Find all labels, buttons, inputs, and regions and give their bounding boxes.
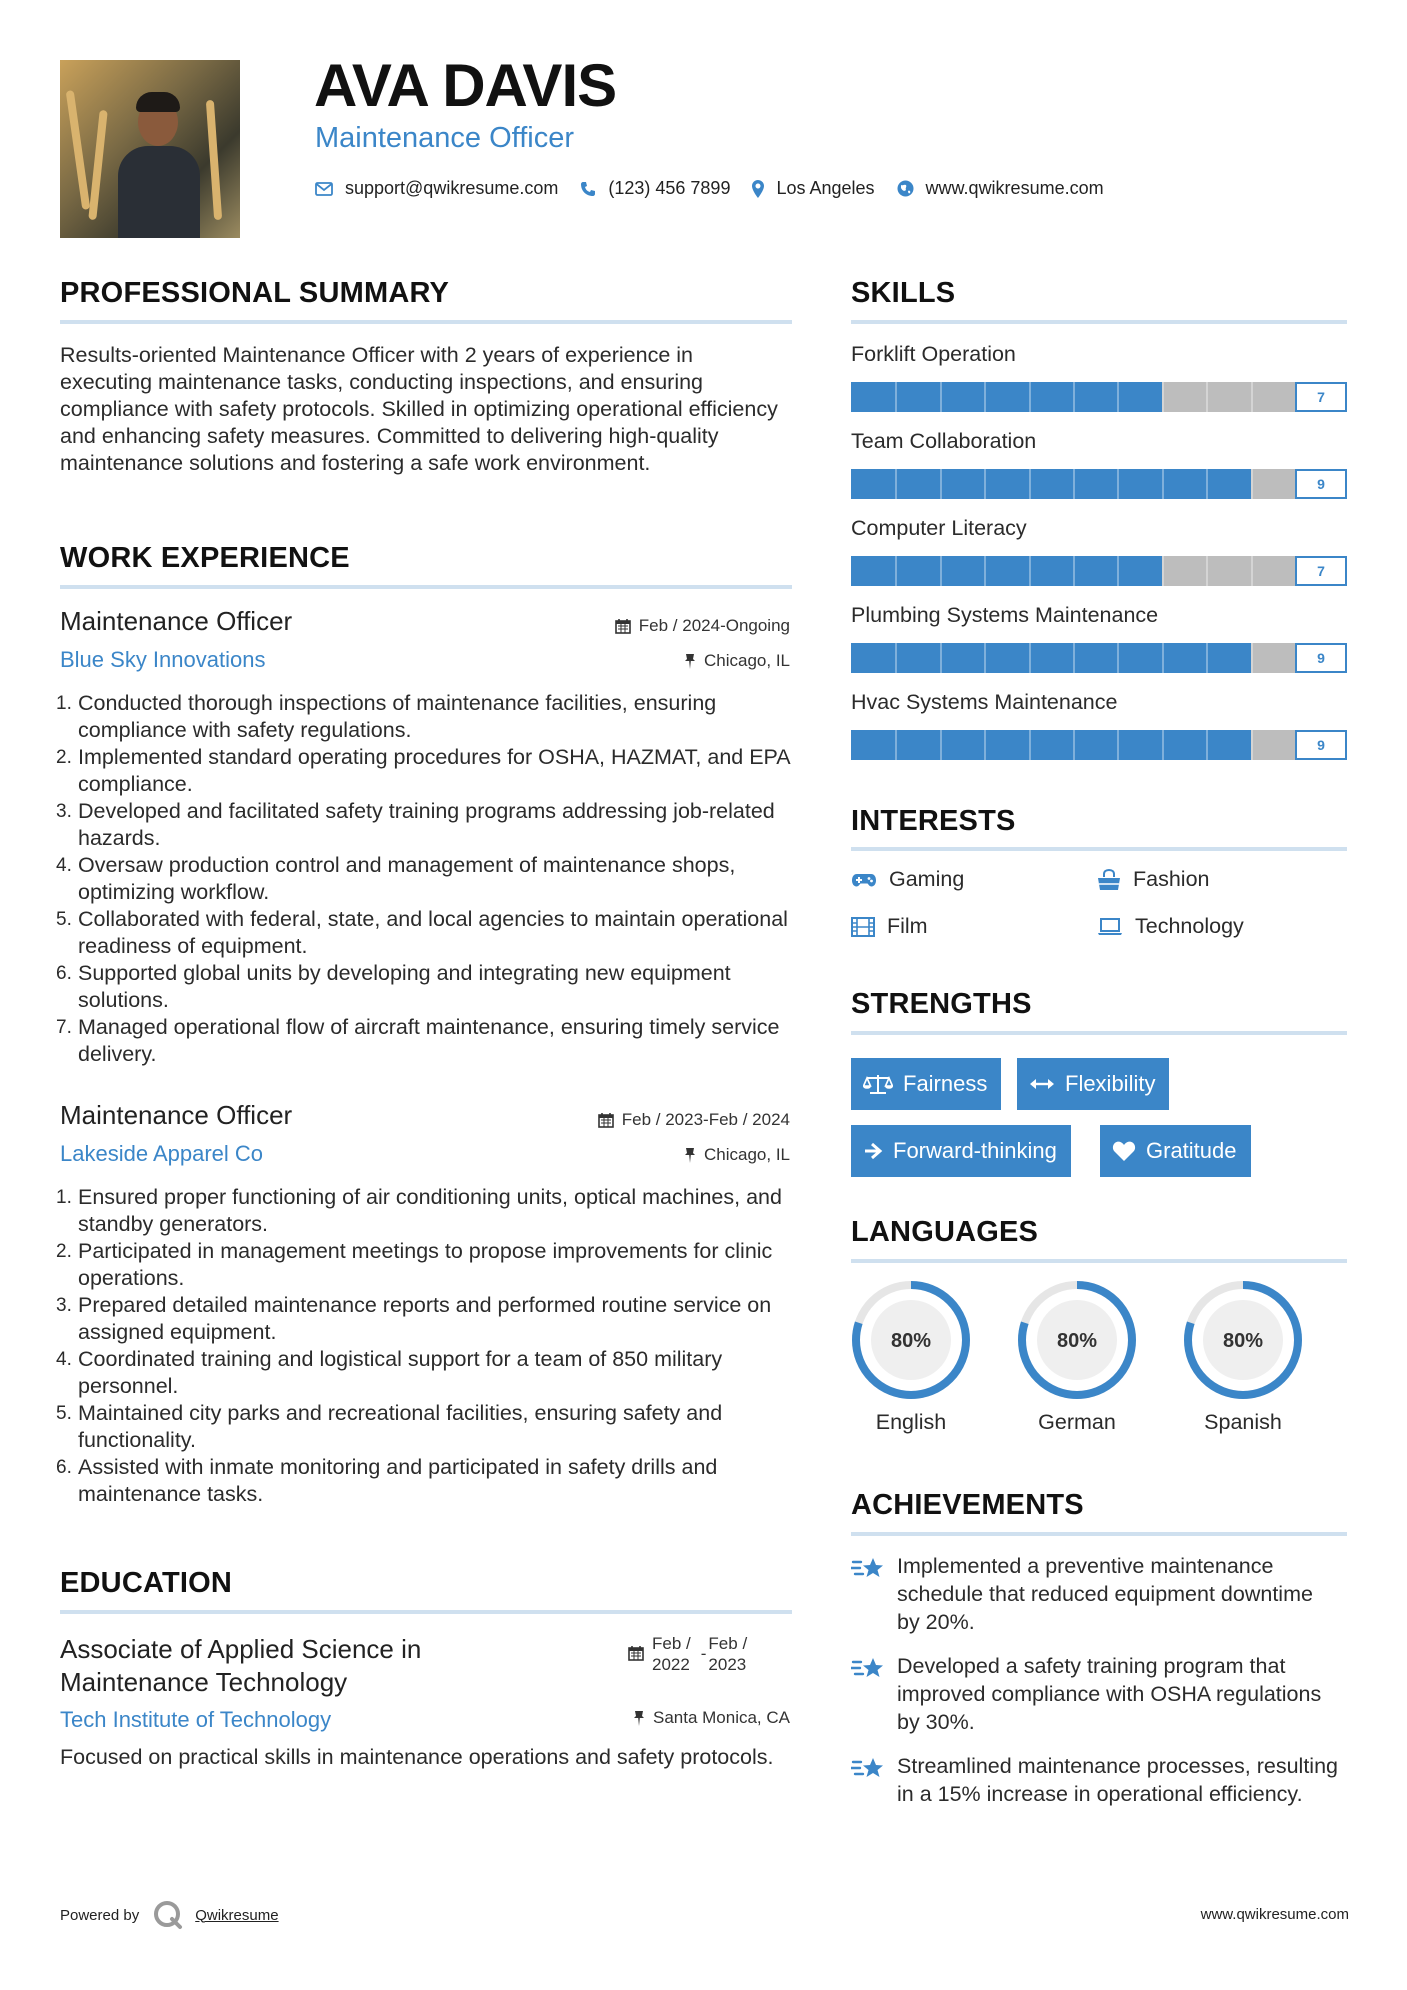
job-role: Maintenance Officer — [60, 606, 293, 636]
job-location-text: Chicago, IL — [704, 651, 790, 670]
list-item: 6. Supported global units by developing and integrating new equipment solutions. — [56, 961, 731, 1012]
globe-icon — [897, 180, 914, 197]
job-date — [598, 1110, 790, 1130]
skill-bar — [851, 730, 1347, 760]
skill-bar-segment — [1073, 556, 1075, 586]
list-item: 2. Participated in management meetings to propose improvements for clinic operations. — [56, 1239, 773, 1290]
interest-label: Technology — [1135, 914, 1244, 938]
map-marker-icon — [752, 180, 764, 198]
skill-bar-segment — [895, 556, 897, 586]
language-percent: 80% — [1222, 1330, 1264, 1352]
language-name: German — [1038, 1410, 1116, 1434]
summary-text: Results-oriented Maintenance Officer with 2 years of experience in executing maintenance tasks, conducting inspections, and ensuring compliance with safety protocols. Skilled in optimizing operational efficiency and enhancing safety measures. Committed to delivering high-quality maintenance solutions and fostering a safe work environment. — [60, 343, 778, 475]
skill-bar-segment — [940, 556, 942, 586]
skill-name: Team Collaboration — [851, 429, 1037, 453]
skill-bar-segment — [984, 556, 986, 586]
list-item: 3. Prepared detailed maintenance reports and performed routine service on assigned equipment. — [56, 1293, 772, 1344]
interest-label: Film — [887, 914, 928, 938]
contact-email[interactable]: support@qwikresume.com — [345, 178, 559, 198]
strength-label: Flexibility — [1065, 1071, 1156, 1096]
skill-bar-segment — [1117, 643, 1119, 673]
list-item: 6. Assisted with inmate monitoring and participated in safety drills and maintenance tasks. — [56, 1455, 718, 1506]
skill-bar-fill — [851, 730, 1251, 760]
strength-badge — [1017, 1058, 1169, 1110]
section-title-summary: PROFESSIONAL SUMMARY — [60, 277, 450, 309]
skill-bar-fill — [851, 556, 1162, 586]
skill-bar-segment — [1029, 730, 1031, 760]
section-divider — [60, 320, 792, 324]
section-title-languages: LANGUAGES — [851, 1216, 1039, 1248]
edu-location — [633, 1708, 790, 1728]
skill-bar-segment — [1251, 469, 1253, 499]
job-role: Maintenance Officer — [60, 1100, 293, 1130]
skill-bar-segment — [895, 730, 897, 760]
language-ring — [1015, 1278, 1139, 1402]
shooting-star-icon — [851, 1654, 885, 1682]
powered-by-label: Powered by — [60, 1906, 140, 1924]
skill-name: Forklift Operation — [851, 342, 1016, 366]
skill-bar-segment — [940, 469, 942, 499]
section-divider — [60, 585, 792, 589]
profile-photo — [60, 60, 240, 238]
skill-bar-segment — [1162, 556, 1164, 586]
list-item: 2. Implemented standard operating procedures for OSHA, HAZMAT, and EPA compliance. — [56, 745, 790, 796]
job-company: Lakeside Apparel Co — [60, 1141, 264, 1166]
edu-degree: Associate of Applied Science in Maintenance Technology — [60, 1634, 422, 1697]
calendar-icon — [598, 1112, 614, 1128]
section-title-education: EDUCATION — [60, 1567, 233, 1599]
job-location-text: Chicago, IL — [704, 1145, 790, 1164]
skill-bar-segment — [984, 643, 986, 673]
film-icon — [851, 917, 875, 937]
skill-bar-segment — [1073, 730, 1075, 760]
section-divider — [851, 1031, 1347, 1035]
balance-scale-icon — [863, 1073, 893, 1095]
skill-name: Plumbing Systems Maintenance — [851, 603, 1159, 627]
job-bullets — [56, 690, 795, 1068]
edu-school: Tech Institute of Technology — [60, 1707, 332, 1732]
skill-bar-segment — [984, 730, 986, 760]
language-percent: 80% — [1056, 1330, 1098, 1352]
list-item: 1. Ensured proper functioning of air conditioning units, optical machines, and standby generators. — [56, 1185, 782, 1236]
job-date-text: Feb / 2024-Ongoing — [638, 616, 790, 635]
skill-score: 9 — [1295, 643, 1347, 673]
footer-powered-by — [60, 1900, 279, 1930]
shopping-bag-icon — [1097, 869, 1121, 891]
section-divider — [851, 1259, 1347, 1263]
skill-score: 7 — [1295, 556, 1347, 586]
job-date-text: Feb / 2023-Feb / 2024 — [621, 1110, 790, 1129]
skill-bar-segment — [1251, 643, 1253, 673]
achievement-item — [851, 1652, 1341, 1736]
language-item — [849, 1278, 973, 1435]
skill-bar — [851, 382, 1347, 412]
skill-bar-segment — [940, 382, 942, 412]
list-item: 7. Managed operational flow of aircraft maintenance, ensuring timely service delivery. — [56, 1015, 780, 1066]
achievement-item — [851, 1552, 1341, 1636]
section-divider — [851, 847, 1347, 851]
skill-bar — [851, 469, 1347, 499]
skill-bar-segment — [895, 382, 897, 412]
shooting-star-icon — [851, 1554, 885, 1582]
language-name: Spanish — [1204, 1410, 1282, 1434]
skill-bar-segment — [1206, 730, 1208, 760]
section-title-skills: SKILLS — [851, 277, 956, 309]
list-item: 3. Developed and facilitated safety training programs addressing job-related hazards. — [56, 799, 775, 850]
skill-bar-segment — [1117, 382, 1119, 412]
list-item: 1. Conducted thorough inspections of maintenance facilities, ensuring compliance with safety regulations. — [56, 691, 717, 742]
strength-badge — [851, 1125, 1071, 1177]
skill-bar-segment — [940, 643, 942, 673]
list-item: 5. Maintained city parks and recreational facilities, ensuring safety and functionality. — [56, 1401, 723, 1452]
language-item — [1181, 1278, 1305, 1435]
skill-bar-segment — [940, 730, 942, 760]
skill-bar-segment — [1029, 556, 1031, 586]
skill-name: Computer Literacy — [851, 516, 1027, 540]
language-percent: 80% — [890, 1330, 932, 1352]
skill-bar-segment — [895, 643, 897, 673]
skill-bar-segment — [1251, 556, 1253, 586]
contact-phone[interactable]: (123) 456 7899 — [608, 178, 731, 198]
section-title-strengths: STRENGTHS — [851, 988, 1032, 1020]
calendar-icon — [615, 618, 631, 634]
language-item — [1015, 1278, 1139, 1435]
skill-bar-segment — [1162, 382, 1164, 412]
edu-start-month: Feb / — [652, 1634, 691, 1653]
achievement-text: Implemented a preventive maintenance schedule that reduced equipment downtime by 20%. — [897, 1554, 1313, 1634]
list-item: 5. Collaborated with federal, state, and local agencies to maintain operational readiness of equipment. — [56, 907, 788, 958]
skill-bar-segment — [1117, 556, 1119, 586]
strength-label: Fairness — [903, 1071, 988, 1096]
achievement-item — [851, 1752, 1341, 1808]
edu-date — [628, 1633, 747, 1675]
edu-description: Focused on practical skills in maintenance operations and safety protocols. — [60, 1745, 774, 1769]
pin-icon — [684, 653, 696, 669]
section-divider — [851, 320, 1347, 324]
strength-label: Gratitude — [1146, 1138, 1237, 1163]
skill-bar-segment — [1162, 730, 1164, 760]
heart-icon — [1112, 1140, 1136, 1162]
job-bullets — [56, 1184, 795, 1508]
qwikresume-logo-icon — [153, 1900, 183, 1930]
interest-item — [1097, 867, 1210, 892]
skill-bar-segment — [895, 469, 897, 499]
section-title-experience: WORK EXPERIENCE — [60, 542, 350, 574]
strength-label: Forward-thinking — [893, 1138, 1057, 1163]
pin-icon — [633, 1710, 645, 1726]
list-item: 4. Coordinated training and logistical support for a team of 850 military personnel. — [56, 1347, 723, 1398]
gamepad-icon — [851, 871, 877, 889]
contact-website[interactable]: www.qwikresume.com — [925, 178, 1104, 198]
skill-bar-segment — [1251, 382, 1253, 412]
skill-bar-segment — [1206, 382, 1208, 412]
skill-bar-segment — [1162, 643, 1164, 673]
skill-bar-fill — [851, 469, 1251, 499]
job-date — [615, 616, 790, 636]
skill-bar — [851, 643, 1347, 673]
contact-location: Los Angeles — [776, 178, 875, 198]
skill-bar-segment — [1073, 643, 1075, 673]
footer-brand-link[interactable]: Qwikresume — [195, 1906, 279, 1924]
skill-bar-segment — [1073, 469, 1075, 499]
skill-bar-segment — [1073, 382, 1075, 412]
candidate-name: AVA DAVIS — [314, 52, 617, 119]
section-title-achievements: ACHIEVEMENTS — [851, 1489, 1084, 1521]
footer-website[interactable]: www.qwikresume.com — [1200, 1906, 1349, 1923]
skill-bar-segment — [984, 382, 986, 412]
language-name: English — [875, 1410, 947, 1434]
skill-bar-segment — [1206, 469, 1208, 499]
skill-score: 9 — [1295, 730, 1347, 760]
skill-score: 7 — [1295, 382, 1347, 412]
edu-start-year: 2022 — [652, 1655, 690, 1674]
contact-bar — [315, 178, 1126, 199]
arrow-right-icon — [863, 1141, 883, 1161]
job-location — [684, 651, 790, 671]
achievement-text: Developed a safety training program that improved compliance with OSHA regulations by 30%. — [897, 1654, 1322, 1734]
candidate-title: Maintenance Officer — [315, 122, 574, 154]
interest-label: Fashion — [1133, 867, 1210, 891]
skill-name: Hvac Systems Maintenance — [851, 690, 1118, 714]
skill-bar-segment — [1029, 643, 1031, 673]
edu-date-separator: - — [700, 1644, 707, 1663]
strength-badge — [851, 1058, 1001, 1110]
edu-end-month: Feb / — [708, 1634, 748, 1653]
pin-icon — [684, 1147, 696, 1163]
calendar-icon — [628, 1645, 644, 1661]
skill-score: 9 — [1295, 469, 1347, 499]
skill-bar-segment — [1117, 469, 1119, 499]
edu-location-text: Santa Monica, CA — [652, 1708, 790, 1727]
list-item: 4. Oversaw production control and management of maintenance shops, optimizing workflow. — [56, 853, 736, 904]
skill-bar-segment — [1251, 730, 1253, 760]
laptop-icon — [1097, 918, 1123, 936]
interest-item — [1097, 914, 1244, 939]
job-location — [684, 1145, 790, 1165]
achievement-text: Streamlined maintenance processes, resulting in a 15% increase in operational efficiency. — [897, 1754, 1338, 1806]
job-company: Blue Sky Innovations — [60, 647, 266, 672]
language-ring — [849, 1278, 973, 1402]
interest-item — [851, 914, 928, 939]
interest-item — [851, 867, 964, 892]
language-ring — [1181, 1278, 1305, 1402]
skill-bar — [851, 556, 1347, 586]
shooting-star-icon — [851, 1754, 885, 1782]
section-title-interests: INTERESTS — [851, 805, 1016, 837]
skill-bar-fill — [851, 643, 1251, 673]
skill-bar-segment — [1162, 469, 1164, 499]
skill-bar-fill — [851, 382, 1162, 412]
section-divider — [60, 1610, 792, 1614]
envelope-icon — [315, 182, 333, 196]
skill-bar-segment — [1117, 730, 1119, 760]
skill-bar-segment — [1206, 643, 1208, 673]
skill-bar-segment — [1029, 382, 1031, 412]
phone-icon — [580, 181, 596, 197]
skill-bar-segment — [984, 469, 986, 499]
section-divider — [851, 1532, 1347, 1536]
skill-bar-segment — [1029, 469, 1031, 499]
edu-end-year: 2023 — [708, 1655, 747, 1674]
skill-bar-segment — [1206, 556, 1208, 586]
interest-label: Gaming — [889, 867, 965, 891]
strength-badge — [1100, 1125, 1251, 1177]
arrows-horizontal-icon — [1029, 1077, 1055, 1091]
